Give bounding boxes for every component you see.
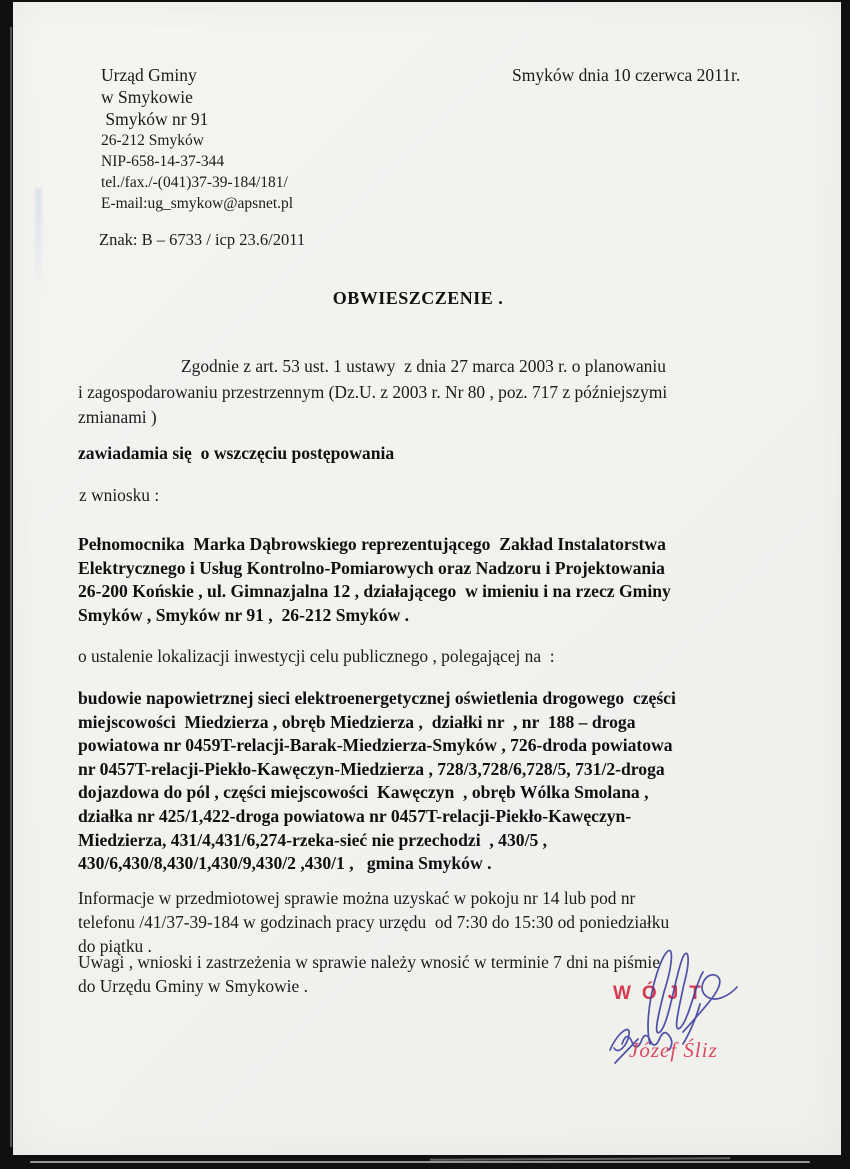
document-page bbox=[13, 2, 841, 1155]
paragraph-line: Zgodnie z art. 53 ust. 1 ustawy z dnia 27 marca 2003 r. o planowaniu bbox=[181, 356, 666, 376]
intro-paragraph bbox=[78, 354, 788, 431]
reference-number: Znak: B – 6733 / icp 23.6/2011 bbox=[99, 230, 306, 249]
paragraph-line: działka nr 425/1,422-droga powiatowa nr 0457T-relacji-Piekło-Kawęczyn- bbox=[78, 805, 632, 826]
scan-smudge bbox=[35, 187, 42, 292]
paragraph-line: miejscowości Miedzierza , obręb Miedzierza , działki nr , nr 188 – droga bbox=[78, 711, 636, 732]
paragraph-line: i zagospodarowaniu przestrzennym (Dz.U. z 2003 r. Nr 80 , poz. 717 z późniejszymi bbox=[78, 381, 668, 402]
sender-phone-line: tel./fax./-(041)37-39-184/181/ bbox=[101, 174, 288, 191]
paragraph-line: Uwagi , wnioski i zastrzeżenia w sprawie należy wnosić w terminie 7 dni na piśmie bbox=[78, 952, 660, 972]
scan-edge-line bbox=[10, 27, 12, 1147]
paragraph-line: telefonu /41/37-39-184 w godzinach pracy urzędu od 7:30 do 15:30 od poniedziałku bbox=[78, 912, 670, 932]
paragraph-line: do Urzędu Gminy w Smykowie . bbox=[78, 976, 308, 996]
applicant-paragraph bbox=[78, 533, 788, 627]
subject-intro: o ustalenie lokalizacji inwestycji celu publicznego , polegającej na : bbox=[78, 646, 555, 666]
request-label: z wniosku : bbox=[79, 485, 160, 505]
mayor-stamp-title: WÓJT bbox=[613, 983, 712, 1004]
paragraph-line: 430/6,430/8,430/1,430/9,430/2 ,430/1 , gmina Smyków . bbox=[78, 853, 492, 874]
investment-description bbox=[78, 687, 793, 876]
sender-nip-line: NIP-658-14-37-344 bbox=[101, 153, 225, 170]
sender-address-line: Smyków nr 91 bbox=[101, 109, 209, 129]
paragraph-line: budowie napowietrznej sieci elektroenergetycznej oświetlenia drogowego części bbox=[78, 688, 676, 708]
paragraph-line: powiatowa nr 0459T-relacji-Barak-Miedzierza-Smyków , 726-droda powiatowa bbox=[78, 735, 673, 756]
paragraph-line: do piątku . bbox=[78, 936, 152, 956]
paragraph-line: Miedzierza, 431/4,431/6,274-rzeka-sieć nie przechodzi , 430/5 , bbox=[78, 829, 548, 850]
paragraph-line: nr 0457T-relacji-Piekło-Kawęczyn-Miedzierza , 728/3,728/6,728/5, 731/2-droga bbox=[78, 758, 665, 779]
sender-email-line: E-mail:ug_smykow@apsnet.pl bbox=[101, 195, 294, 212]
sender-name-line: Urząd Gminy bbox=[101, 65, 197, 85]
paragraph-line: Pełnomocnika Marka Dąbrowskiego reprezentującego Zakład Instalatorstwa bbox=[78, 534, 666, 554]
paragraph-line: 26-200 Końskie , ul. Gimnazjalna 12 , działającego w imieniu i na rzecz Gminy bbox=[78, 581, 671, 602]
sender-address-block bbox=[101, 64, 293, 214]
sender-postal-line: 26-212 Smyków bbox=[101, 132, 204, 149]
paragraph-line: dojazdowa do pól , części miejscowości Kawęczyn , obręb Wólka Smolana , bbox=[78, 782, 649, 803]
paragraph-line: Informacje w przedmiotowej sprawie można uzyskać w pokoju nr 14 lub pod nr bbox=[78, 888, 636, 908]
paragraph-line: Smyków , Smyków nr 91 , 26-212 Smyków . bbox=[78, 604, 410, 625]
notice-statement: zawiadamia się o wszczęciu postępowania bbox=[78, 443, 395, 463]
paragraph-line: Elektrycznego i Usług Kontrolno-Pomiarowych oraz Nadzoru i Projektowania bbox=[78, 557, 665, 578]
mayor-name: Józef Śliz bbox=[629, 1038, 718, 1062]
sender-name-line: w Smykowie bbox=[101, 87, 193, 107]
document-date: Smyków dnia 10 czerwca 2011r. bbox=[512, 65, 741, 85]
paragraph-line: zmianami ) bbox=[78, 407, 157, 427]
document-title: OBWIESZCZENIE . bbox=[332, 288, 504, 308]
scan-bottom-streak bbox=[30, 1161, 810, 1163]
